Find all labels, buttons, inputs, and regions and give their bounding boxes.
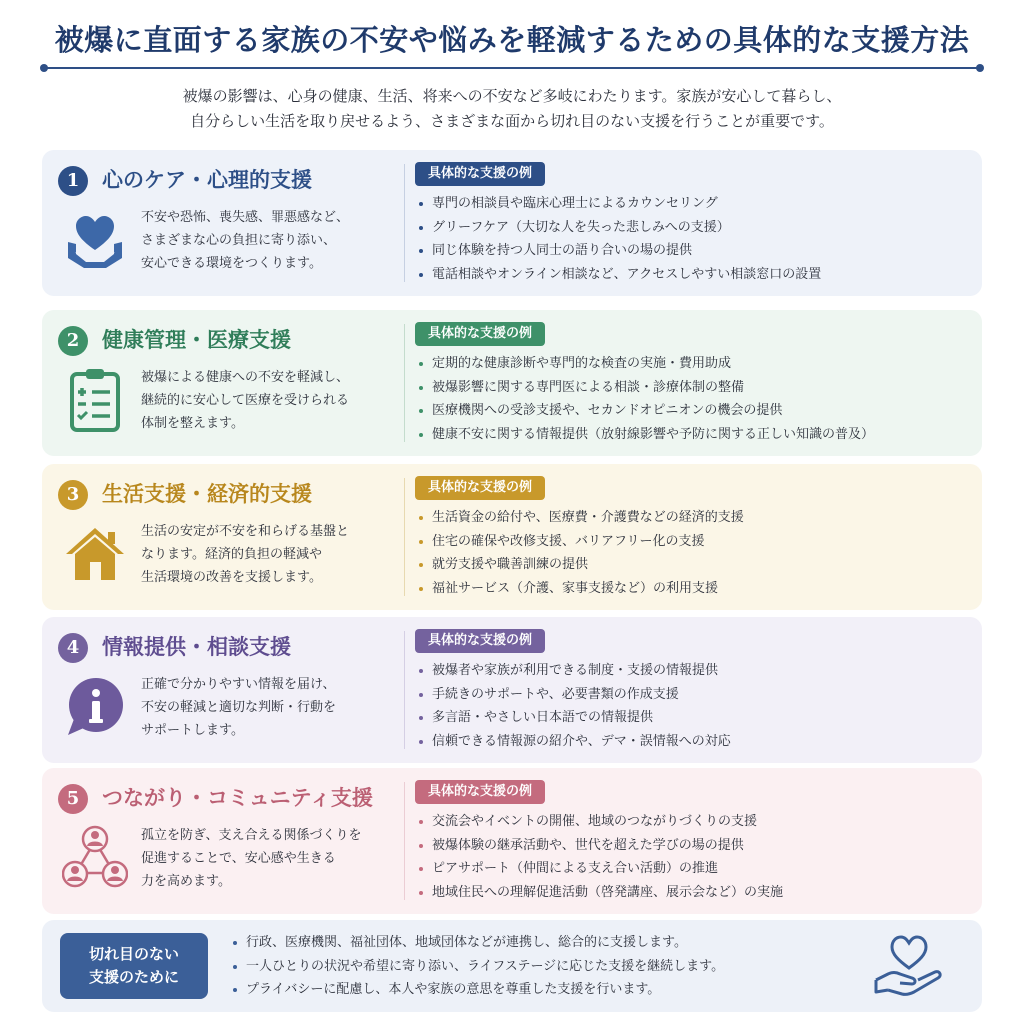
badge-line: 切れ目のない [88, 945, 179, 963]
bullet-icon [419, 716, 423, 720]
list-item-text: 被爆影響に関する専門医による相談・診療体制の整備 [432, 379, 745, 395]
list-item-text: ピアサポート（仲間による支え合い活動）の推進 [432, 861, 719, 876]
bullet-icon [233, 988, 237, 992]
list-item [418, 881, 978, 905]
section-number: 2 [58, 326, 88, 356]
section-card-community [42, 768, 982, 914]
section-number: 3 [58, 480, 88, 510]
section-number: 5 [58, 784, 88, 814]
list-item [232, 978, 724, 1002]
list-item-text: 就労支援や職善訓練の提供 [432, 557, 589, 572]
bullet-icon [419, 249, 423, 253]
examples-list [418, 192, 978, 286]
heart-hand-icon [872, 930, 946, 1002]
intro-line: 被爆の影響は、心身の健康、生活、将来への不安など多岐にわたります。家族が安心して暮らし、 [182, 87, 842, 105]
examples-list [418, 659, 978, 753]
bullet-icon [419, 433, 423, 437]
list-item-text: 行政、医療機関、福祉団体、地域団体などが連携し、総合的に支援します。 [246, 935, 687, 950]
footer-panel [42, 920, 982, 1012]
list-item-text: 多言語・やさしい日本語での情報提供 [432, 710, 654, 725]
list-item-text: 定期的な健康診断や専門的な検査の実施・費用助成 [432, 356, 732, 371]
list-item-text: 住宅の確保や改修支援、バリアフリー化の支援 [432, 533, 705, 549]
house-icon [62, 520, 128, 586]
info-bubble-icon [62, 673, 128, 739]
list-item [418, 506, 978, 530]
bullet-icon [419, 202, 423, 206]
desc-line: 孤立を防ぎ、支え合える関係づくりを [141, 828, 362, 843]
list-item-text: プライバシーに配慮し、本人や家族の意思を尊重した支援を行います。 [246, 982, 661, 997]
desc-line: 不安の軽減と適切な判断・行動を [141, 700, 337, 715]
list-item [418, 577, 978, 601]
bullet-icon [419, 844, 423, 848]
bullet-icon [419, 516, 423, 520]
list-item [418, 834, 978, 858]
list-item [232, 931, 724, 955]
clipboard-medical-icon [62, 366, 128, 432]
list-item-text: 一人ひとりの状況や希望に寄り添い、ライフステージに応じた支援を継続します。 [246, 958, 725, 974]
examples-label: 具体的な支援の例 [415, 629, 545, 653]
list-item-text: 電話相談やオンライン相談など、アクセスしやすい相談窓口の設置 [432, 266, 822, 282]
desc-line: サポートします。 [141, 723, 244, 738]
list-item [418, 352, 978, 376]
section-description [141, 673, 391, 742]
badge-line: 支援のために [88, 968, 179, 986]
list-item [418, 399, 978, 423]
title-divider [44, 67, 980, 69]
examples-label: 具体的な支援の例 [415, 780, 545, 804]
desc-line: 被爆による健康への不安を軽減し、 [141, 370, 350, 385]
desc-line: 力を高めます。 [141, 874, 231, 889]
bullet-icon [419, 587, 423, 591]
desc-line: なります。経済的負担の軽減や [141, 547, 322, 562]
examples-label: 具体的な支援の例 [415, 322, 545, 346]
list-item-text: 健康不安に関する情報提供（放射線影響や予防に関する正しい知識の普及） [432, 426, 875, 442]
list-item [418, 376, 978, 400]
list-item-text: 被爆体験の継承活動や、世代を超えた学びの場の提供 [432, 837, 744, 853]
bullet-icon [419, 409, 423, 413]
list-item [418, 706, 978, 730]
footer-list [232, 931, 724, 1002]
desc-line: 生活環境の改善を支援します。 [141, 570, 322, 585]
bullet-icon [419, 669, 423, 673]
list-item [418, 683, 978, 707]
examples-list [418, 352, 978, 446]
section-title: 健康管理・医療支援 [102, 327, 291, 352]
desc-line: さまざまな心の負担に寄り添い、 [141, 233, 337, 248]
desc-line: 不安や恐怖、喪失感、罪悪感など、 [141, 210, 350, 225]
section-card-health [42, 310, 982, 456]
list-item [418, 530, 978, 554]
list-item-text: グリーフケア（大切な人を失った悲しみへの支援） [432, 219, 730, 235]
section-description [141, 206, 391, 275]
examples-list [418, 810, 978, 904]
bullet-icon [419, 820, 423, 824]
intro-text [60, 84, 964, 134]
divider [404, 164, 405, 282]
section-description [141, 520, 391, 589]
section-description [141, 824, 391, 893]
desc-line: 安心できる環境をつくります。 [141, 256, 322, 271]
bullet-icon [419, 693, 423, 697]
list-item [418, 553, 978, 577]
bullet-icon [233, 965, 237, 969]
divider [404, 478, 405, 596]
examples-label: 具体的な支援の例 [415, 476, 545, 500]
section-number: 1 [58, 166, 88, 196]
list-item-text: 同じ体験を持つ人同士の語り合いの場の提供 [432, 243, 693, 258]
bullet-icon [419, 386, 423, 390]
bullet-icon [419, 273, 423, 277]
bullet-icon [419, 563, 423, 567]
bullet-icon [419, 362, 423, 366]
list-item-text: 手続きのサポートや、必要書類の作成支援 [432, 686, 679, 702]
list-item [418, 239, 978, 263]
section-title: 生活支援・経済的支援 [102, 481, 312, 506]
list-item [418, 216, 978, 240]
list-item-text: 医療機関への受診支援や、セカンドオピニオンの機会の提供 [432, 403, 783, 418]
bullet-icon [233, 941, 237, 945]
desc-line: 継続的に安心して医療を受けられる [141, 393, 350, 408]
examples-label: 具体的な支援の例 [415, 162, 545, 186]
heart-hands-icon [62, 206, 128, 272]
divider [404, 324, 405, 442]
divider [404, 782, 405, 900]
bullet-icon [419, 740, 423, 744]
bullet-icon [419, 891, 423, 895]
list-item-text: 専門の相談員や臨床心理士によるカウンセリング [432, 196, 718, 211]
section-title: つながり・コミュニティ支援 [102, 785, 373, 810]
section-title: 心のケア・心理的支援 [102, 167, 312, 192]
examples-list [418, 506, 978, 600]
list-item [418, 659, 978, 683]
section-card-livelihood [42, 464, 982, 610]
section-card-information [42, 617, 982, 763]
desc-line: 生活の安定が不安を和らげる基盤と [141, 524, 350, 539]
section-number: 4 [58, 633, 88, 663]
list-item [418, 810, 978, 834]
list-item-text: 地域住民への理解促進活動（啓発講座、展示会など）の実施 [432, 884, 784, 900]
list-item-text: 交流会やイベントの開催、地域のつながりづくりの支援 [432, 814, 758, 829]
section-title: 情報提供・相談支援 [102, 634, 291, 659]
bullet-icon [419, 226, 423, 230]
list-item [418, 423, 978, 447]
desc-line: 体制を整えます。 [141, 416, 244, 431]
list-item-text: 福祉サービス（介護、家事支援など）の利用支援 [432, 580, 719, 596]
list-item [418, 192, 978, 216]
bullet-icon [419, 540, 423, 544]
desc-line: 促進することで、安心感や生きる [141, 851, 336, 866]
list-item-text: 生活資金の給付や、医療費・介護費などの経済的支援 [432, 510, 744, 525]
footer-badge [60, 933, 208, 999]
list-item [418, 857, 978, 881]
community-network-icon [62, 824, 128, 890]
section-card-mental-care [42, 150, 982, 296]
intro-line: 自分らしい生活を取り戻せるよう、さまざまな面から切れ目のない支援を行うことが重要です。 [190, 112, 834, 130]
list-item-text: 被爆者や家族が利用できる制度・支援の情報提供 [432, 663, 719, 678]
desc-line: 正確で分かりやすい情報を届け、 [141, 677, 336, 692]
section-description [141, 366, 391, 435]
list-item [418, 263, 978, 287]
list-item [232, 955, 724, 979]
page-title: 被爆に直面する家族の不安や悩みを軽減するための具体的な支援方法 [54, 23, 970, 57]
list-item [418, 730, 978, 754]
list-item-text: 信頼できる情報源の紹介や、デマ・誤情報への対応 [432, 733, 731, 749]
divider [404, 631, 405, 749]
bullet-icon [419, 867, 423, 871]
